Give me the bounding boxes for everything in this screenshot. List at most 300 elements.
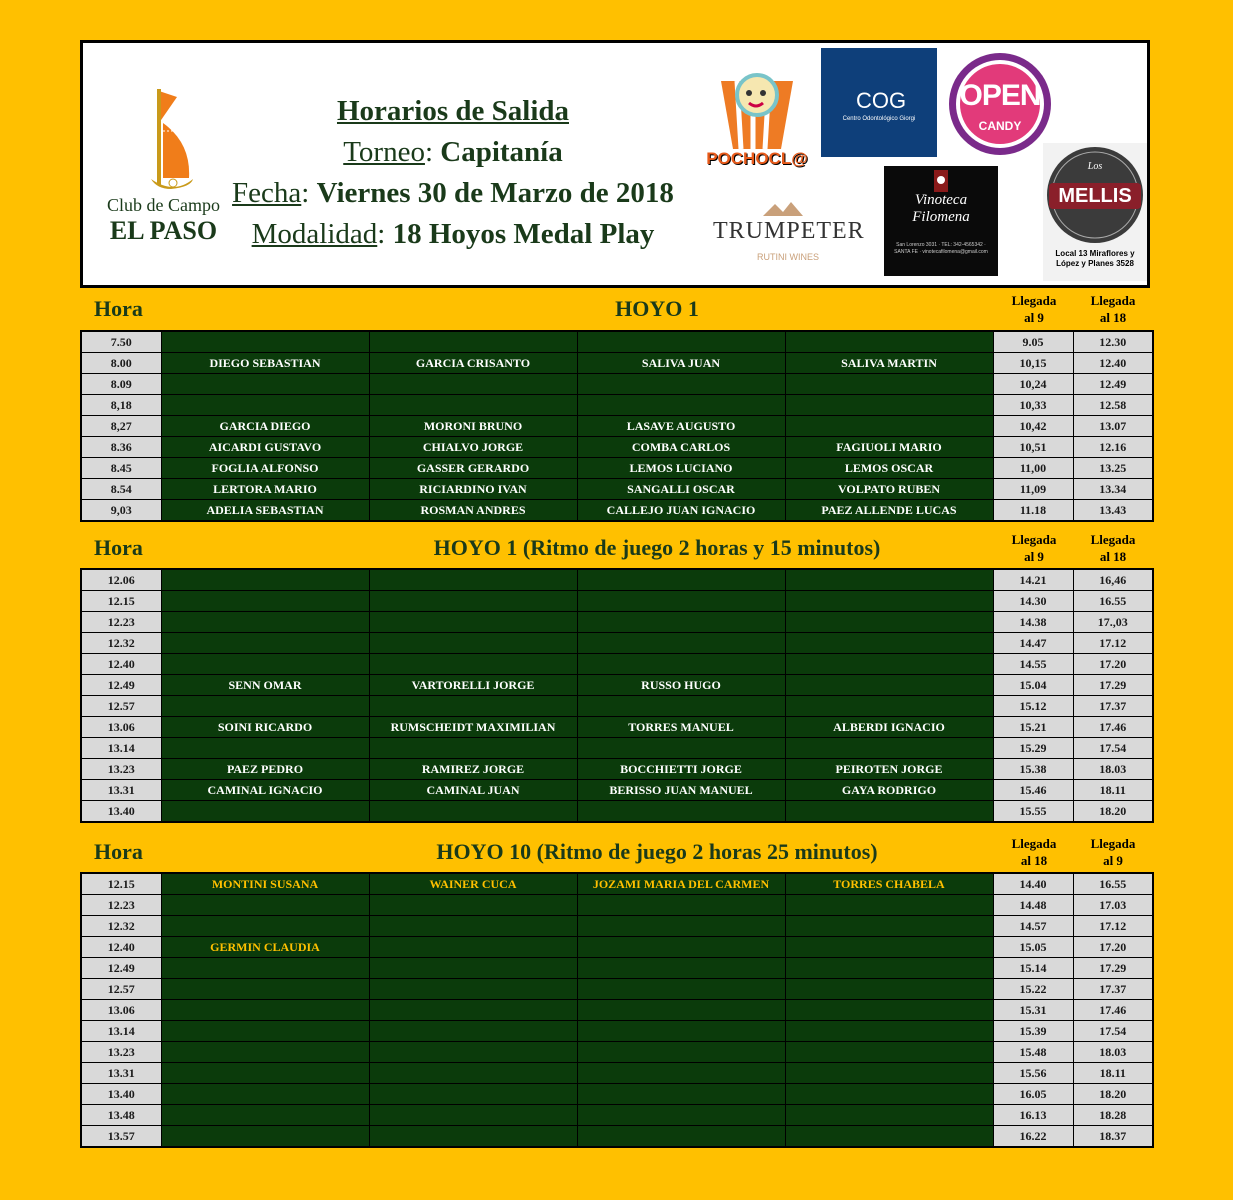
player-cell: BOCCHIETTI JORGE xyxy=(577,759,785,780)
player-cell xyxy=(577,374,785,395)
player-cell xyxy=(577,696,785,717)
sponsor-cog-text: COG xyxy=(855,88,907,113)
torneo-value: Capitanía xyxy=(440,136,563,168)
player-cell: SENN OMAR xyxy=(161,675,369,696)
player-cell xyxy=(785,937,993,958)
player-cell xyxy=(161,1042,369,1063)
page-title: Horarios de Salida xyxy=(336,95,569,127)
player-cell xyxy=(785,416,993,437)
player-cell xyxy=(577,895,785,916)
sponsor-cog-subtext: Centro Odontológico Giorgi xyxy=(842,116,916,122)
arrival2-cell: 17.29 xyxy=(1073,675,1153,696)
arrival2-cell: 12.16 xyxy=(1073,437,1153,458)
arrival1-cell: 10,33 xyxy=(993,395,1073,416)
player-cell: CHIALVO JORGE xyxy=(369,437,577,458)
player-cell xyxy=(161,1063,369,1084)
player-cell xyxy=(577,569,785,591)
player-cell: CAMINAL JUAN xyxy=(369,780,577,801)
player-cell: AICARDI GUSTAVO xyxy=(161,437,369,458)
table-row xyxy=(81,654,1153,675)
player-cell: PAEZ PEDRO xyxy=(161,759,369,780)
player-cell: ALBERDI IGNACIO xyxy=(785,717,993,738)
fecha-line: Fecha: Viernes 30 de Marzo de 2018 xyxy=(232,177,674,209)
tee-time-cell: 13.14 xyxy=(81,1021,161,1042)
sponsor-vinoteca-text: Vinoteca Filomena xyxy=(912,192,970,225)
tee-time-cell: 12.15 xyxy=(81,591,161,612)
arrival2-cell: 17.12 xyxy=(1073,916,1153,937)
player-cell: PEIROTEN JORGE xyxy=(785,759,993,780)
player-cell xyxy=(577,1126,785,1148)
tee-time-cell: 12.57 xyxy=(81,696,161,717)
table-row xyxy=(81,437,1153,458)
arrival2-cell: 17.29 xyxy=(1073,958,1153,979)
player-cell xyxy=(577,1042,785,1063)
player-cell: LEMOS OSCAR xyxy=(785,458,993,479)
table-row xyxy=(81,500,1153,522)
tee-time-cell: 12.23 xyxy=(81,895,161,916)
tournament-info xyxy=(223,91,683,255)
player-cell xyxy=(785,331,993,353)
player-cell: GASSER GERARDO xyxy=(369,458,577,479)
torneo-label: Torneo xyxy=(343,136,425,168)
arrival1-cell: 14.55 xyxy=(993,654,1073,675)
arrival2-cell: 17.12 xyxy=(1073,633,1153,654)
player-cell xyxy=(369,1021,577,1042)
player-cell xyxy=(161,395,369,416)
player-cell xyxy=(369,738,577,759)
table-row xyxy=(81,612,1153,633)
arrival2-header xyxy=(1073,531,1153,565)
arrival-label: Llegada xyxy=(1090,532,1136,547)
player-cell xyxy=(785,1000,993,1021)
arrival1-cell: 15.48 xyxy=(993,1042,1073,1063)
player-cell: MORONI BRUNO xyxy=(369,416,577,437)
player-cell xyxy=(369,1105,577,1126)
player-cell: FOGLIA ALFONSO xyxy=(161,458,369,479)
table-row xyxy=(81,395,1153,416)
sponsor-mellis-top: Los xyxy=(1087,161,1103,172)
arrival2-cell: 17.37 xyxy=(1073,979,1153,1000)
table-row xyxy=(81,416,1153,437)
tee-time-cell: 9,03 xyxy=(81,500,161,522)
tee-time-cell: 12.49 xyxy=(81,675,161,696)
player-cell xyxy=(161,979,369,1000)
arrival1-cell: 15.55 xyxy=(993,801,1073,823)
table-row xyxy=(81,1042,1153,1063)
hora-label: Hora xyxy=(94,839,143,864)
player-cell xyxy=(161,569,369,591)
tee-time-cell: 12.57 xyxy=(81,979,161,1000)
arrival2-cell: 12.58 xyxy=(1073,395,1153,416)
table-row xyxy=(81,1126,1153,1148)
fecha-value: Viernes 30 de Marzo de 2018 xyxy=(316,177,674,209)
modalidad-value: 18 Hoyos Medal Play xyxy=(392,218,655,250)
player-cell: MONTINI SUSANA xyxy=(161,873,369,895)
player-cell: GARCIA DIEGO xyxy=(161,416,369,437)
player-cell xyxy=(161,1021,369,1042)
player-cell xyxy=(577,591,785,612)
tee-time-cell: 12.40 xyxy=(81,937,161,958)
player-cell: PAEZ ALLENDE LUCAS xyxy=(785,500,993,522)
player-cell xyxy=(161,1105,369,1126)
arrival2-cell: 16.55 xyxy=(1073,591,1153,612)
player-cell xyxy=(785,1042,993,1063)
section3-table xyxy=(80,872,1154,1148)
player-cell xyxy=(369,569,577,591)
player-cell xyxy=(785,1063,993,1084)
player-cell xyxy=(161,612,369,633)
arrival2-cell: 17.20 xyxy=(1073,654,1153,675)
sponsor-candy-text: CANDY xyxy=(978,119,1022,133)
arrival2-cell: 18.11 xyxy=(1073,780,1153,801)
tee-time-cell: 13.48 xyxy=(81,1105,161,1126)
arrival1-cell: 10,24 xyxy=(993,374,1073,395)
arrival-label: Llegada xyxy=(1090,836,1136,851)
table-row xyxy=(81,458,1153,479)
section1-title: HOYO 1 xyxy=(615,296,699,321)
table-row xyxy=(81,1105,1153,1126)
tee-time-cell: 13.57 xyxy=(81,1126,161,1148)
player-cell xyxy=(161,331,369,353)
arrival1-cell: 14.40 xyxy=(993,873,1073,895)
arrival2-cell: 17.54 xyxy=(1073,738,1153,759)
player-cell: GAYA RODRIGO xyxy=(785,780,993,801)
tee-time-cell: 12.32 xyxy=(81,916,161,937)
club-name-line1: Club de Campo xyxy=(107,195,220,215)
player-cell: VARTORELLI JORGE xyxy=(369,675,577,696)
player-cell xyxy=(785,675,993,696)
sponsor-mellis-text: MELLIS xyxy=(1058,185,1132,207)
table-row xyxy=(81,717,1153,738)
tee-time-cell: 13.23 xyxy=(81,1042,161,1063)
arrival2-cell: 12.40 xyxy=(1073,353,1153,374)
arrival1-cell: 9.05 xyxy=(993,331,1073,353)
arrival1-cell: 14.21 xyxy=(993,569,1073,591)
arrival-hole: al 9 xyxy=(1103,853,1123,868)
tee-time-cell: 8.00 xyxy=(81,353,161,374)
player-cell xyxy=(577,654,785,675)
sponsor-trumpeter-logo xyxy=(713,198,863,268)
player-cell: RICIARDINO IVAN xyxy=(369,479,577,500)
player-cell: ROSMAN ANDRES xyxy=(369,500,577,522)
tee-time-cell: 8.09 xyxy=(81,374,161,395)
player-cell: VOLPATO RUBEN xyxy=(785,479,993,500)
sponsor-mellis-logo xyxy=(1043,143,1147,281)
arrival-label: Llegada xyxy=(1011,532,1057,547)
section3-title: HOYO 10 (Ritmo de juego 2 horas 25 minutos) xyxy=(436,839,878,864)
arrival2-cell: 13.43 xyxy=(1073,500,1153,522)
player-cell: TORRES MANUEL xyxy=(577,717,785,738)
arrival-hole: al 9 xyxy=(1024,549,1044,564)
arrival1-cell: 10,15 xyxy=(993,353,1073,374)
player-cell: RAMIREZ JORGE xyxy=(369,759,577,780)
player-cell xyxy=(785,801,993,823)
arrival1-header xyxy=(994,292,1074,326)
arrival1-cell: 14.57 xyxy=(993,916,1073,937)
player-cell xyxy=(369,1042,577,1063)
player-cell: GARCIA CRISANTO xyxy=(369,353,577,374)
arrival-hole: al 18 xyxy=(1099,549,1127,564)
player-cell: FAGIUOLI MARIO xyxy=(785,437,993,458)
table-row xyxy=(81,937,1153,958)
player-cell: SALIVA MARTIN xyxy=(785,353,993,374)
club-flag-logo xyxy=(129,83,199,193)
player-cell xyxy=(785,633,993,654)
tee-time-cell: 13.31 xyxy=(81,1063,161,1084)
tee-time-cell: 8,18 xyxy=(81,395,161,416)
player-cell: BERISSO JUAN MANUEL xyxy=(577,780,785,801)
arrival2-cell: 18.11 xyxy=(1073,1063,1153,1084)
tee-time-cell: 12.06 xyxy=(81,569,161,591)
player-cell: JOZAMI MARIA DEL CARMEN xyxy=(577,873,785,895)
sponsor-cog-logo xyxy=(821,48,937,157)
tee-time-cell: 13.31 xyxy=(81,780,161,801)
player-cell xyxy=(785,1084,993,1105)
arrival2-cell: 17.46 xyxy=(1073,717,1153,738)
arrival1-cell: 14.47 xyxy=(993,633,1073,654)
player-cell xyxy=(161,738,369,759)
hora-label: Hora xyxy=(94,535,143,560)
arrival1-cell: 15.56 xyxy=(993,1063,1073,1084)
table-row xyxy=(81,374,1153,395)
tee-time-cell: 13.40 xyxy=(81,1084,161,1105)
torneo-line: Torneo: Capitanía xyxy=(343,136,563,168)
player-cell xyxy=(161,958,369,979)
table-row xyxy=(81,569,1153,591)
table-row xyxy=(81,696,1153,717)
player-cell xyxy=(577,395,785,416)
table-row xyxy=(81,759,1153,780)
player-cell xyxy=(369,916,577,937)
player-cell: TORRES CHABELA xyxy=(785,873,993,895)
sponsor-pochoclo-logo xyxy=(701,71,813,177)
arrival2-cell: 17.54 xyxy=(1073,1021,1153,1042)
player-cell xyxy=(369,633,577,654)
player-cell xyxy=(161,1000,369,1021)
arrival2-cell: 17.,03 xyxy=(1073,612,1153,633)
player-cell xyxy=(577,331,785,353)
arrival1-header xyxy=(994,835,1074,869)
arrival1-cell: 16.22 xyxy=(993,1126,1073,1148)
table-row xyxy=(81,331,1153,353)
arrival1-cell: 14.30 xyxy=(993,591,1073,612)
arrival1-cell: 15.05 xyxy=(993,937,1073,958)
player-cell: SALIVA JUAN xyxy=(577,353,785,374)
table-row xyxy=(81,1021,1153,1042)
player-cell xyxy=(161,1126,369,1148)
player-cell xyxy=(161,591,369,612)
arrival-label: Llegada xyxy=(1011,293,1057,308)
player-cell xyxy=(577,738,785,759)
arrival1-cell: 15.22 xyxy=(993,979,1073,1000)
arrival1-cell: 11.18 xyxy=(993,500,1073,522)
arrival2-header xyxy=(1073,292,1153,326)
player-cell xyxy=(369,1000,577,1021)
player-cell xyxy=(785,1021,993,1042)
arrival1-cell: 11,09 xyxy=(993,479,1073,500)
arrival1-cell: 16.05 xyxy=(993,1084,1073,1105)
player-cell: DIEGO SEBASTIAN xyxy=(161,353,369,374)
player-cell xyxy=(785,1105,993,1126)
player-cell xyxy=(369,331,577,353)
table-row xyxy=(81,979,1153,1000)
table-row xyxy=(81,633,1153,654)
arrival2-cell: 16,46 xyxy=(1073,569,1153,591)
arrival2-cell: 17.03 xyxy=(1073,895,1153,916)
section1-table xyxy=(80,330,1154,522)
sponsor-open-candy-logo xyxy=(947,51,1053,157)
player-cell: RUMSCHEIDT MAXIMILIAN xyxy=(369,717,577,738)
arrival2-cell: 18.37 xyxy=(1073,1126,1153,1148)
arrival1-cell: 15.21 xyxy=(993,717,1073,738)
player-cell xyxy=(785,916,993,937)
sponsor-pochoclo-text: POCHOCL@ xyxy=(706,149,808,168)
arrival2-cell: 18.28 xyxy=(1073,1105,1153,1126)
player-cell: COMBA CARLOS xyxy=(577,437,785,458)
arrival-hole: al 18 xyxy=(1020,853,1048,868)
player-cell xyxy=(577,916,785,937)
player-cell: WAINER CUCA xyxy=(369,873,577,895)
arrival1-cell: 10,42 xyxy=(993,416,1073,437)
player-cell xyxy=(161,895,369,916)
table-row xyxy=(81,958,1153,979)
player-cell xyxy=(369,374,577,395)
player-cell xyxy=(785,696,993,717)
player-cell xyxy=(369,937,577,958)
player-cell: LEMOS LUCIANO xyxy=(577,458,785,479)
player-cell: LASAVE AUGUSTO xyxy=(577,416,785,437)
arrival1-cell: 15.12 xyxy=(993,696,1073,717)
fecha-label: Fecha xyxy=(232,177,302,209)
player-cell xyxy=(369,1063,577,1084)
player-cell: CAMINAL IGNACIO xyxy=(161,780,369,801)
player-cell xyxy=(785,591,993,612)
section2-title: HOYO 1 (Ritmo de juego 2 horas y 15 minutos) xyxy=(433,535,881,560)
player-cell xyxy=(577,633,785,654)
player-cell: SANGALLI OSCAR xyxy=(577,479,785,500)
player-cell: ADELIA SEBASTIAN xyxy=(161,500,369,522)
player-cell xyxy=(577,1084,785,1105)
arrival2-cell: 13.25 xyxy=(1073,458,1153,479)
player-cell xyxy=(577,937,785,958)
arrival1-cell: 15.14 xyxy=(993,958,1073,979)
arrival-label: Llegada xyxy=(1090,293,1136,308)
arrival2-cell: 17.20 xyxy=(1073,937,1153,958)
arrival2-cell: 17.46 xyxy=(1073,1000,1153,1021)
player-cell xyxy=(785,979,993,1000)
table-row xyxy=(81,895,1153,916)
player-cell xyxy=(161,1084,369,1105)
arrival2-cell: 18.03 xyxy=(1073,759,1153,780)
arrival1-cell: 11,00 xyxy=(993,458,1073,479)
player-cell xyxy=(161,374,369,395)
player-cell: SOINI RICARDO xyxy=(161,717,369,738)
player-cell xyxy=(369,591,577,612)
player-cell xyxy=(369,612,577,633)
table-row xyxy=(81,738,1153,759)
arrival1-cell: 16.13 xyxy=(993,1105,1073,1126)
tee-time-cell: 13.40 xyxy=(81,801,161,823)
player-cell xyxy=(161,696,369,717)
arrival2-cell: 13.34 xyxy=(1073,479,1153,500)
table-row xyxy=(81,675,1153,696)
arrival2-cell: 17.37 xyxy=(1073,696,1153,717)
player-cell xyxy=(577,979,785,1000)
player-cell xyxy=(369,696,577,717)
tee-time-cell: 12.23 xyxy=(81,612,161,633)
hora-label: Hora xyxy=(94,296,143,321)
modalidad-label: Modalidad xyxy=(251,218,378,250)
player-cell xyxy=(369,1084,577,1105)
player-cell: LERTORA MARIO xyxy=(161,479,369,500)
arrival2-cell: 18.20 xyxy=(1073,801,1153,823)
player-cell xyxy=(161,633,369,654)
player-cell xyxy=(369,801,577,823)
arrival2-cell: 18.20 xyxy=(1073,1084,1153,1105)
player-cell xyxy=(161,916,369,937)
player-cell xyxy=(369,958,577,979)
tee-time-cell: 12.15 xyxy=(81,873,161,895)
player-cell xyxy=(161,654,369,675)
table-row xyxy=(81,479,1153,500)
player-cell xyxy=(577,1021,785,1042)
player-cell xyxy=(369,979,577,1000)
arrival1-cell: 14.38 xyxy=(993,612,1073,633)
arrival2-cell: 16.55 xyxy=(1073,873,1153,895)
arrival1-cell: 15.31 xyxy=(993,1000,1073,1021)
tee-time-cell: 12.32 xyxy=(81,633,161,654)
tee-time-cell: 13.06 xyxy=(81,717,161,738)
tee-time-cell: 13.06 xyxy=(81,1000,161,1021)
sponsor-vinoteca-logo xyxy=(884,166,998,276)
player-cell xyxy=(785,374,993,395)
player-cell xyxy=(577,1000,785,1021)
arrival2-header xyxy=(1073,835,1153,869)
player-cell xyxy=(785,738,993,759)
arrival1-cell: 10,51 xyxy=(993,437,1073,458)
arrival-label: Llegada xyxy=(1011,836,1057,851)
table-row xyxy=(81,1000,1153,1021)
arrival2-cell: 13.07 xyxy=(1073,416,1153,437)
player-cell xyxy=(577,801,785,823)
table-row xyxy=(81,801,1153,823)
arrival1-cell: 14.48 xyxy=(993,895,1073,916)
arrival-hole: al 18 xyxy=(1099,310,1127,325)
table-row xyxy=(81,873,1153,895)
player-cell xyxy=(785,958,993,979)
arrival2-cell: 18.03 xyxy=(1073,1042,1153,1063)
section2-header xyxy=(80,531,1153,567)
player-cell xyxy=(369,395,577,416)
arrival2-cell: 12.49 xyxy=(1073,374,1153,395)
player-cell: GERMIN CLAUDIA xyxy=(161,937,369,958)
sponsor-vinoteca-subtext: San Lorenzo 3031 · TEL: 342-4565342 · SANTA FE · vinotecafilomena@gmail.com xyxy=(894,242,988,255)
club-name-line2: EL PASO xyxy=(109,216,218,245)
player-cell xyxy=(785,654,993,675)
sponsor-mellis-address: Local 13 Miraflores y López y Planes 3528 xyxy=(1055,249,1135,268)
tee-time-cell: 8.45 xyxy=(81,458,161,479)
player-cell: CALLEJO JUAN IGNACIO xyxy=(577,500,785,522)
section3-header xyxy=(80,835,1153,871)
player-cell xyxy=(369,654,577,675)
player-cell: RUSSO HUGO xyxy=(577,675,785,696)
table-row xyxy=(81,1084,1153,1105)
tee-time-cell: 7.50 xyxy=(81,331,161,353)
tee-time-cell: 13.23 xyxy=(81,759,161,780)
player-cell xyxy=(577,958,785,979)
table-row xyxy=(81,916,1153,937)
tee-time-cell: 12.40 xyxy=(81,654,161,675)
